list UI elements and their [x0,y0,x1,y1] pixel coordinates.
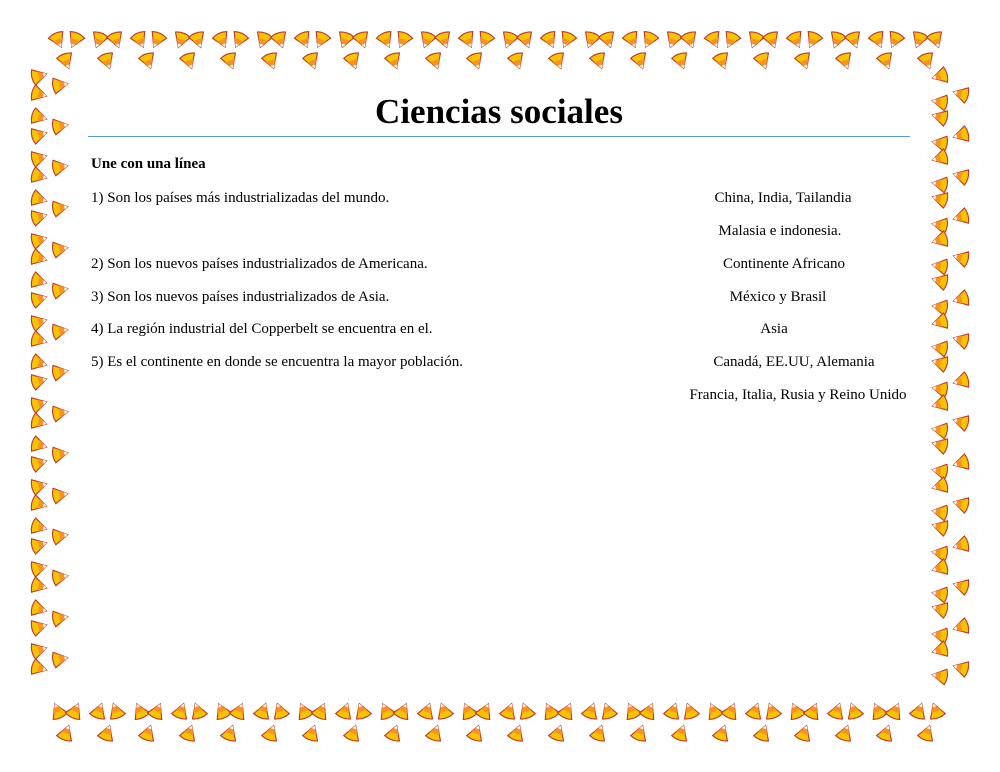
candy-corn-icon [951,658,970,677]
question-item: 2) Son los nuevos países industrializados de Americana. [91,256,428,272]
candy-corn-icon [261,51,281,71]
candy-corn-icon [48,701,69,721]
candy-corn-icon [30,312,49,331]
candy-corn-icon [229,701,250,721]
candy-corn-icon [930,435,949,454]
candy-corn-icon [951,248,970,267]
candy-corn-icon [171,30,191,50]
candy-corn-icon [311,30,332,50]
answer-item[interactable]: México y Brasil [729,289,827,305]
candy-corn-icon [786,701,807,721]
candy-corn-icon [270,701,290,721]
candy-corn-icon [835,723,855,743]
candy-corn-icon [951,372,970,391]
candy-corn-icon [721,30,742,50]
candy-corn-icon [951,454,970,473]
candy-corn-icon [51,568,69,586]
candy-corn-icon [844,701,864,721]
candy-corn-icon [671,51,691,71]
candy-corn-icon [931,298,949,316]
answer-item[interactable]: China, India, Tailandia [714,190,852,206]
candy-corn-icon [393,701,414,721]
candy-corn-icon [548,51,568,71]
candy-corn-icon [598,701,618,721]
candy-corn-icon [51,609,69,627]
candy-corn-icon [909,30,929,50]
candy-corn-icon [30,331,49,350]
candy-corn-icon [930,559,949,578]
candy-corn-icon [930,271,949,290]
candy-corn-icon [30,394,49,413]
candy-corn-icon [147,701,168,721]
candy-corn-icon [30,289,49,308]
candy-corn-icon [352,701,372,721]
candy-corn-icon [434,701,454,721]
candy-corn-icon [557,701,578,721]
candy-corn-icon [51,117,69,135]
candy-corn-icon [212,701,233,721]
candy-corn-icon [393,30,414,50]
answer-item[interactable]: Malasia e indonesia. [718,223,842,239]
candy-corn-icon [30,148,49,167]
question-item: 5) Es el continente en donde se encuentra la mayor población. [91,354,463,370]
candy-corn-icon [581,701,601,721]
candy-corn-icon [48,30,69,50]
candy-corn-icon [425,723,445,743]
candy-corn-icon [106,30,126,50]
candy-corn-icon [253,701,273,721]
candy-corn-icon [335,701,355,721]
candy-corn-icon [51,322,69,340]
candy-corn-icon [926,701,946,721]
candy-corn-icon [639,30,660,50]
candy-corn-icon [745,701,765,721]
candy-corn-icon [51,281,69,299]
candy-corn-icon [930,313,949,332]
candy-corn-icon [30,85,49,104]
candy-corn-icon [434,30,454,50]
candy-corn-icon [384,723,404,743]
candy-corn-icon [931,93,949,111]
candy-corn-icon [930,599,949,618]
candy-corn-icon [343,51,363,71]
candy-corn-icon [930,189,949,208]
candy-corn-icon [548,723,568,743]
candy-corn-icon [30,108,49,127]
candy-corn-icon [885,701,906,721]
candy-corn-icon [220,51,240,71]
candy-corn-icon [794,723,814,743]
candy-corn-icon [51,445,69,463]
candy-corn-icon [663,701,683,721]
candy-corn-icon [51,404,69,422]
candy-corn-icon [951,330,970,349]
instruction-label: Une con una línea [91,156,206,172]
candy-corn-icon [876,51,896,71]
candy-corn-icon [581,30,601,50]
candy-corn-icon [951,412,970,431]
candy-corn-icon [253,30,273,50]
candy-corn-icon [138,723,158,743]
candy-corn-icon [951,126,970,145]
candy-corn-icon [30,436,49,455]
candy-corn-icon [786,30,807,50]
candy-corn-icon [130,30,151,50]
candy-corn-icon [466,51,486,71]
candy-corn-icon [417,701,437,721]
candy-corn-icon [721,701,742,721]
candy-corn-icon [352,30,372,50]
question-item: 3) Son los nuevos países industrializados de Asia. [91,289,390,305]
candy-corn-icon [30,167,49,186]
candy-corn-icon [311,701,332,721]
candy-corn-icon [951,618,970,637]
candy-corn-icon [89,701,109,721]
candy-corn-icon [507,723,527,743]
candy-corn-icon [335,30,355,50]
candy-corn-icon [97,723,117,743]
answer-item[interactable]: Continente Africano [722,256,846,272]
candy-corn-icon [931,667,949,685]
candy-corn-icon [630,723,650,743]
candy-corn-icon [51,76,69,94]
candy-corn-icon [909,701,929,721]
candy-corn-icon [30,354,49,373]
candy-corn-icon [302,723,322,743]
candy-corn-icon [930,231,949,250]
candy-corn-icon [30,518,49,537]
question-item: 4) La región industrial del Copperbelt se encuentra en el. [91,321,433,337]
candy-corn-icon [212,30,233,50]
candy-corn-icon [30,125,49,144]
candy-corn-icon [868,30,889,50]
candy-corn-icon [188,701,208,721]
candy-corn-icon [931,339,949,357]
answer-item[interactable]: Canadá, EE.UU, Alemania [713,354,875,370]
candy-corn-icon [951,494,970,513]
candy-corn-icon [302,51,322,71]
candy-corn-icon [97,51,117,71]
candy-corn-icon [663,30,683,50]
candy-corn-icon [844,30,864,50]
candy-corn-icon [598,30,618,50]
candy-corn-icon [540,30,561,50]
candy-corn-icon [30,640,49,659]
candy-corn-icon [30,495,49,514]
candy-corn-icon [30,659,49,678]
candy-corn-icon [794,51,814,71]
candy-corn-icon [762,701,782,721]
candy-corn-icon [458,30,479,50]
candy-corn-icon [30,577,49,596]
candy-corn-icon [261,723,281,743]
candy-corn-icon [30,66,49,85]
candy-corn-icon [868,701,889,721]
candy-corn-icon [951,576,970,595]
candy-corn-icon [951,166,970,185]
candy-corn-icon [147,30,168,50]
candy-corn-icon [30,453,49,472]
candy-corn-icon [458,701,479,721]
candy-corn-icon [540,701,561,721]
candy-corn-icon [417,30,437,50]
candy-corn-icon [516,30,536,50]
candy-corn-icon [630,51,650,71]
candy-corn-icon [930,149,949,168]
candy-corn-icon [930,477,949,496]
candy-corn-icon [753,723,773,743]
candy-corn-icon [51,240,69,258]
candy-corn-icon [30,207,49,226]
candy-corn-icon [138,51,158,71]
candy-corn-icon [30,476,49,495]
candy-corn-icon [343,723,363,743]
candy-corn-icon [827,30,847,50]
candy-corn-icon [499,30,519,50]
candy-corn-icon [680,30,700,50]
candy-corn-icon [65,30,86,50]
candy-corn-icon [931,421,949,439]
candy-corn-icon [30,230,49,249]
candy-corn-icon [712,51,732,71]
candy-corn-icon [931,462,949,480]
candy-corn-icon [30,413,49,432]
candy-corn-icon [294,30,315,50]
candy-corn-icon [931,216,949,234]
candy-corn-icon [671,723,691,743]
candy-corn-icon [65,701,86,721]
candy-corn-icon [179,51,199,71]
candy-corn-icon [951,536,970,555]
candy-corn-icon [930,517,949,536]
candy-corn-icon [931,585,949,603]
candy-corn-icon [876,723,896,743]
candy-corn-icon [30,535,49,554]
candy-corn-icon [51,199,69,217]
candy-corn-icon [51,363,69,381]
title-divider [88,136,910,137]
candy-corn-icon [30,617,49,636]
candy-corn-icon [951,290,970,309]
candy-corn-icon [30,272,49,291]
candy-corn-icon [220,723,240,743]
candy-corn-icon [930,395,949,414]
question-item: 1) Son los países más industrializadas del mundo. [91,190,390,206]
candy-corn-icon [376,30,397,50]
candy-corn-icon [51,486,69,504]
candy-corn-icon [51,527,69,545]
candy-corn-icon [179,723,199,743]
candy-corn-icon [475,30,496,50]
candy-corn-icon [229,30,250,50]
candy-corn-icon [803,30,824,50]
candy-corn-icon [30,558,49,577]
candy-corn-icon [384,51,404,71]
candy-corn-icon [51,650,69,668]
candy-corn-icon [56,723,76,743]
candy-corn-icon [762,30,782,50]
candy-corn-icon [930,67,949,86]
candy-corn-icon [931,175,949,193]
candy-corn-icon [827,701,847,721]
candy-corn-icon [753,51,773,71]
candy-corn-icon [930,641,949,660]
candy-corn-icon [639,701,660,721]
candy-corn-icon [835,51,855,71]
candy-corn-icon [885,30,906,50]
candy-corn-icon [931,134,949,152]
candy-corn-icon [917,723,937,743]
candy-corn-icon [589,723,609,743]
candy-corn-icon [51,158,69,176]
candy-corn-icon [951,84,970,103]
candy-corn-icon [507,51,527,71]
candy-corn-icon [270,30,290,50]
candy-corn-icon [188,30,208,50]
answer-item[interactable]: Asia [760,321,788,337]
candy-corn-icon [622,30,643,50]
candy-corn-icon [931,626,949,644]
candy-corn-icon [30,190,49,209]
candy-corn-icon [622,701,643,721]
candy-corn-icon [499,701,519,721]
candy-corn-icon [106,701,126,721]
candy-corn-icon [803,701,824,721]
page-title: Ciencias sociales [375,92,623,131]
candy-corn-icon [930,107,949,126]
candy-corn-icon [931,544,949,562]
candy-corn-icon [516,701,536,721]
candy-corn-icon [951,208,970,227]
candy-corn-icon [294,701,315,721]
candy-corn-icon [712,723,732,743]
candy-corn-icon [89,30,109,50]
candy-corn-icon [917,51,937,71]
candy-corn-icon [926,30,946,50]
candy-corn-icon [466,723,486,743]
candy-corn-icon [931,503,949,521]
candy-corn-icon [475,701,496,721]
candy-corn-icon [30,600,49,619]
candy-corn-icon [557,30,578,50]
candy-corn-icon [56,51,76,71]
answer-item[interactable]: Francia, Italia, Rusia y Reino Unido [689,387,907,403]
candy-corn-icon [704,701,725,721]
candy-corn-icon [589,51,609,71]
candy-corn-icon [931,380,949,398]
candy-corn-icon [931,257,949,275]
candy-corn-icon [130,701,151,721]
candy-corn-icon [30,371,49,390]
candy-corn-icon [704,30,725,50]
candy-corn-icon [425,51,445,71]
candy-corn-icon [30,249,49,268]
candy-corn-icon [680,701,700,721]
candy-corn-icon [376,701,397,721]
candy-corn-icon [171,701,191,721]
candy-corn-icon [745,30,765,50]
candy-corn-icon [930,353,949,372]
